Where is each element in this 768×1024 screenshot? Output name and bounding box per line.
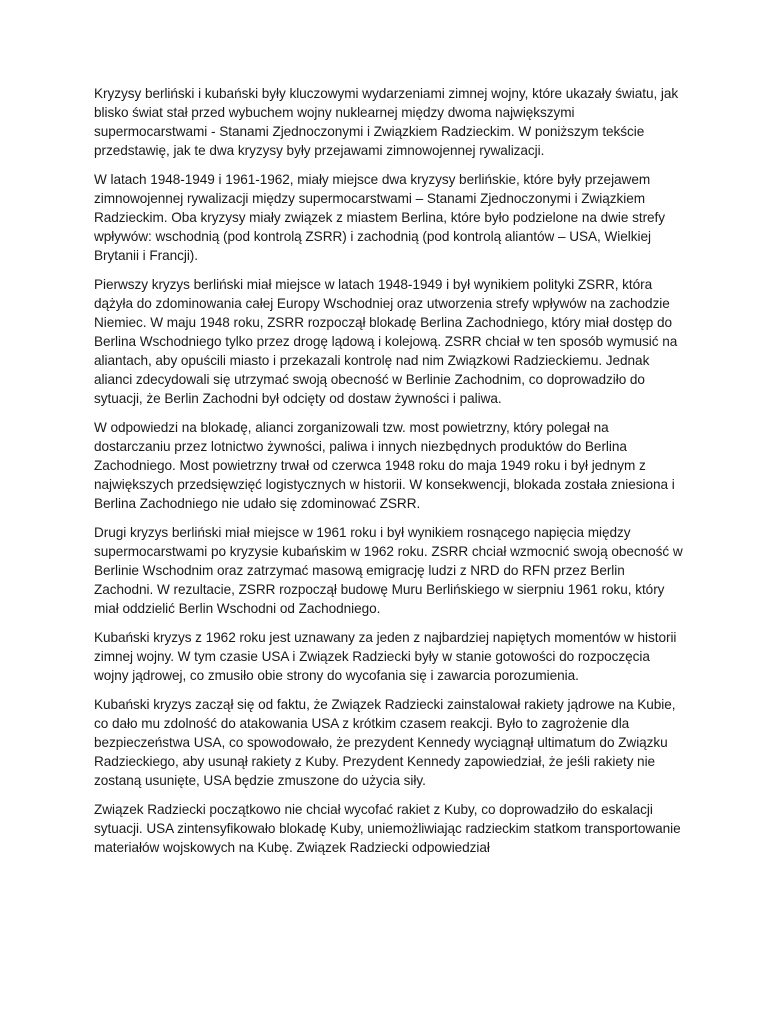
paragraph-second-berlin-crisis: Drugi kryzys berliński miał miejsce w 1961 roku i był wynikiem rosnącego napięcia między supermocarstwami po kryzysie kubańskim w 1962 roku. ZSRR chciał wzmocnić swoją obecność w Berlinie Wschodnim oraz zatrzymać masową emigrację ludzi z NRD do RFN przez Berlin Zachodni. W rezultacie, ZSRR rozpoczął budowę Muru Berlińskiego w sierpniu 1961 roku, który miał oddzielić Berlin Wschodni od Zachodniego. [94, 525, 683, 616]
paragraph-airlift: W odpowiedzi na blokadę, alianci zorganizowali tzw. most powietrzny, który polegał na dostarczaniu przez lotnictwo żywności, paliwa i innych niezbędnych produktów do Berlina Zachodniego. Most powietrzny trwał od czerwca 1948 roku do maja 1949 roku i był jednym z największych przedsięwzięć logistycznych w historii. W konsekwencji, blokada została zniesiona i Berlina Zachodniego nie udało się zdominować ZSRR. [94, 420, 675, 511]
paragraph-cuban-crisis-start: Kubański kryzys zaczął się od faktu, że Związek Radziecki zainstalował rakiety jądrowe na Kubie, co dało mu zdolność do atakowania USA z krótkim czasem reakcji. Było to zagrożenie dla bezpieczeństwa USA, co spowodowało, że prezydent Kennedy wyciągnął ultimatum do Związku Radzieckiego, aby usunął rakiety z Kuby. Prezydent Kennedy zapowiedział, że jeśli rakiety nie zostaną usunięte, USA będzie zmuszone do użycia siły. [94, 697, 676, 788]
paragraph-first-berlin-crisis: Pierwszy kryzys berliński miał miejsce w latach 1948-1949 i był wynikiem polityki ZSRR, która dążyła do zdominowania całej Europy Wschodniej oraz utworzenia strefy wpływów na zachodzie Niemiec. W maju 1948 roku, ZSRR rozpoczął blokadę Berlina Zachodniego, który miał dostęp do Berlina Wschodniego tylko przez drogę lądową i kolejową. ZSRR chciał w ten sposób wymusić na aliantach, aby opuścili miasto i przekazali kontrolę nad nim Związkowi Radzieckiemu. Jednak alianci zdecydowali się utrzymać swoją obecność w Berlinie Zachodnim, co doprowadziło do sytuacji, że Berlin Zachodni był odcięty od dostaw żywności i paliwa. [94, 277, 678, 406]
paragraph-berlin-crises-overview: W latach 1948-1949 i 1961-1962, miały miejsce dwa kryzysy berlińskie, które były przejawem zimnowojennej rywalizacji między supermocarstwami – Stanami Zjednoczonymi i Związkiem Radzieckim. Oba kryzysy miały związek z miastem Berlina, które było podzielone na dwie strefy wpływów: wschodnią (pod kontrolą ZSRR) i zachodnią (pod kontrolą aliantów – USA, Wielkiej Brytanii i Francji). [94, 172, 666, 263]
paragraph-intro: Kryzysy berliński i kubański były kluczowymi wydarzeniami zimnej wojny, które ukazały światu, jak blisko świat stał przed wybuchem wojny nuklearnej między dwoma największymi supermocarstwami - Stanami Zjednoczonymi i Związkiem Radzieckim. W poniższym tekście przedstawię, jak te dwa kryzysy były przejawami zimnowojennej rywalizacji. [94, 86, 679, 158]
paragraph-cuban-crisis-intro: Kubański kryzys z 1962 roku jest uznawany za jeden z najbardziej napiętych momentów w historii zimnej wojny. W tym czasie USA i Związek Radziecki były w stanie gotowości do rozpoczęcia wojny jądrowej, co zmusiło obie strony do wycofania się i zawarcia porozumienia. [94, 630, 677, 683]
document-body [94, 84, 684, 867]
paragraph-cuban-crisis-escalation: Związek Radziecki początkowo nie chciał wycofać rakiet z Kuby, co doprowadziło do eskalacji sytuacji. USA zintensyfikowało blokadę Kuby, uniemożliwiając radzieckim statkom transportowanie materiałów wojskowych na Kubę. Związek Radziecki odpowiedział [94, 802, 681, 855]
